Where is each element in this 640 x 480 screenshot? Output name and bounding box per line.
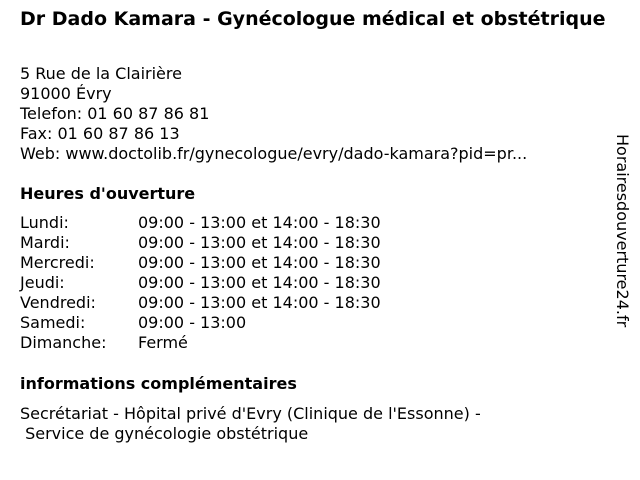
hours-day-label: Vendredi: <box>20 293 96 312</box>
hours-day-label: Lundi: <box>20 213 69 232</box>
hours-row-friday <box>20 293 381 313</box>
hours-time-value: 09:00 - 13:00 et 14:00 - 18:30 <box>138 253 381 272</box>
hours-row-wednesday <box>20 253 381 273</box>
hours-day-label: Dimanche: <box>20 333 107 352</box>
street-address: 5 Rue de la Clairière <box>20 64 182 83</box>
hours-day-label: Jeudi: <box>20 273 65 292</box>
hours-day-label: Mardi: <box>20 233 70 252</box>
hours-row-monday <box>20 213 381 233</box>
hours-day-label: Mercredi: <box>20 253 95 272</box>
hours-row-tuesday <box>20 233 381 253</box>
hours-time-value: 09:00 - 13:00 et 14:00 - 18:30 <box>138 293 381 312</box>
hours-time-value: Fermé <box>138 333 188 352</box>
additional-info-heading: informations complémentaires <box>20 374 297 393</box>
website-link[interactable]: Web: www.doctolib.fr/gynecologue/evry/dado-kamara?pid=pr... <box>20 144 528 163</box>
page-title: Dr Dado Kamara - Gynécologue médical et obstétrique <box>20 8 606 30</box>
city-address: 91000 Évry <box>20 84 112 103</box>
hours-day-label: Samedi: <box>20 313 86 332</box>
contact-details <box>20 64 527 164</box>
opening-hours-table <box>20 213 381 353</box>
fax-number: Fax: 01 60 87 86 13 <box>20 124 180 143</box>
opening-hours-heading: Heures d'ouverture <box>20 184 196 203</box>
hours-row-sunday <box>20 333 381 353</box>
site-watermark: Horairesdouverture24.fr <box>613 134 632 328</box>
hours-row-thursday <box>20 273 381 293</box>
hours-row-saturday <box>20 313 381 333</box>
phone-number: Telefon: 01 60 87 86 81 <box>20 104 210 123</box>
hours-time-value: 09:00 - 13:00 et 14:00 - 18:30 <box>138 273 381 292</box>
hours-time-value: 09:00 - 13:00 et 14:00 - 18:30 <box>138 233 381 252</box>
hours-time-value: 09:00 - 13:00 et 14:00 - 18:30 <box>138 213 381 232</box>
additional-info-text: Secrétariat - Hôpital privé d'Evry (Clinique de l'Essonne) - Service de gynécologie obstétrique <box>20 404 481 443</box>
hours-time-value: 09:00 - 13:00 <box>138 313 247 332</box>
